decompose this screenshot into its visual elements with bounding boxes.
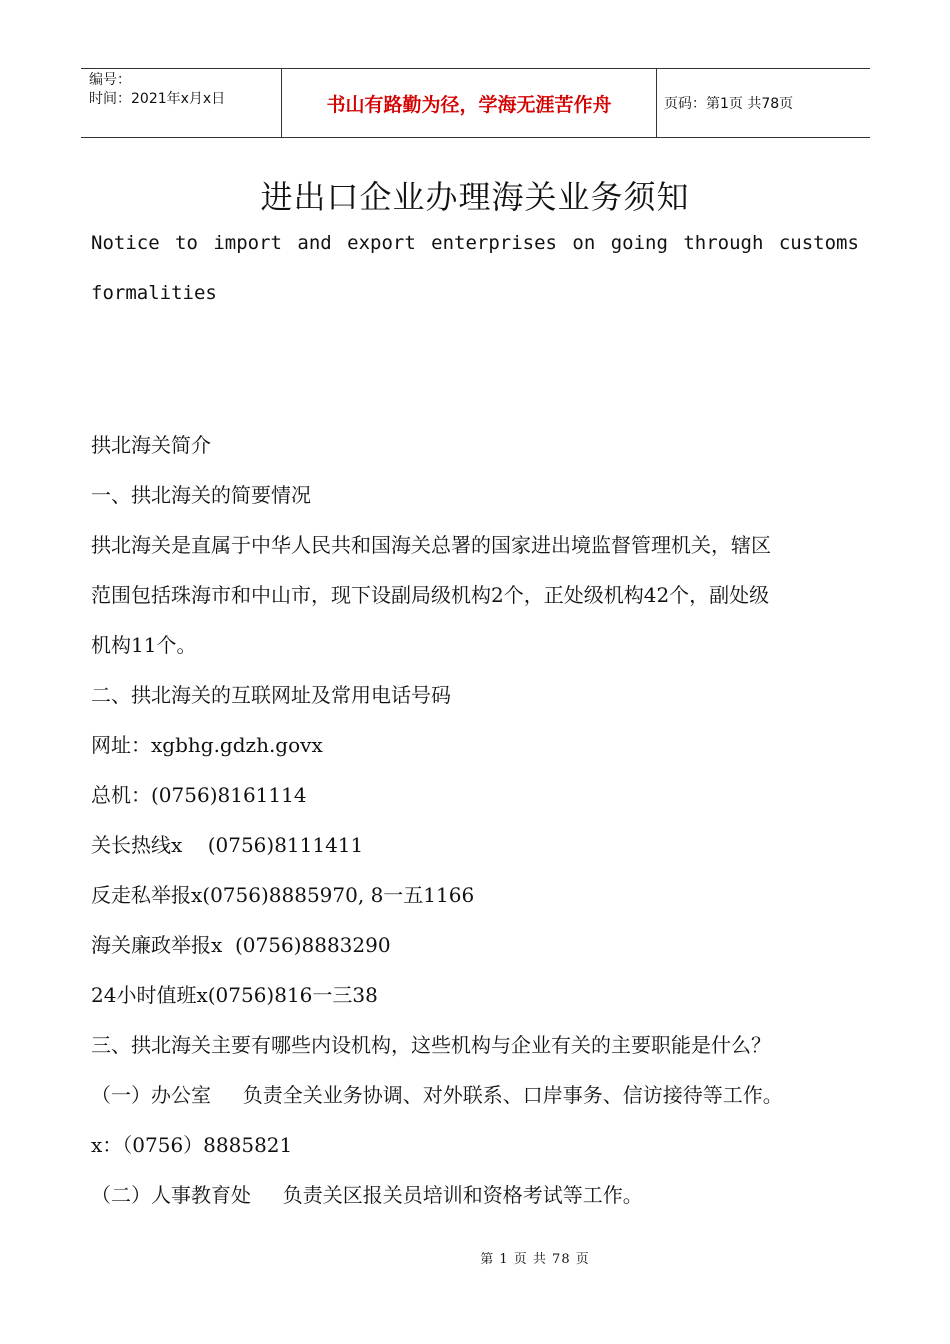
header-meta [81,69,289,139]
office-phone-line: x：（0756）8885821 [91,1133,293,1157]
english-word: on [572,232,596,254]
integrity-line: 海关廉政举报x (0756)8883290 [91,933,391,957]
hr-line: （二）人事教育处 负责关区报关员培训和资格考试等工作。 [91,1183,643,1207]
english-word: to [175,232,198,254]
doc-number-label: 编号： [89,72,131,88]
english-title-line-2: formalities [91,282,217,304]
section-1-heading: 一、拱北海关的简要情况 [91,483,311,507]
doc-time-label: 时间：2021年x月x日 [89,91,226,107]
page-footer: 第 1 页 共 78 页 [480,1252,590,1267]
motto-text: 书山有路勤为径，学海无涯苦作舟 [326,93,612,116]
english-word: through [683,232,764,254]
anti-smuggling-line: 反走私举报x(0756)8885970, 8一五1166 [91,883,475,907]
switchboard-line: 总机：(0756)8161114 [91,783,307,807]
header-motto-cell [281,69,657,137]
page-header [81,68,870,138]
hotline-line: 关长热线x (0756)8111411 [91,833,364,857]
website-line: 网址：xgbhg.gdzh.govx [91,733,323,757]
english-word: enterprises [431,232,558,254]
header-page-cell [656,69,878,137]
paragraph-line: 拱北海关是直属于中华人民共和国海关总署的国家进出境监督管理机关，辖区 [91,533,771,557]
paragraph-line: 范围包括珠海市和中山市，现下设副局级机构2个，正处级机构42个，副处级 [91,583,770,607]
document-title: 进出口企业办理海关业务须知 [260,178,690,216]
paragraph-line: 机构11个。 [91,633,197,657]
english-word: going [610,232,668,254]
english-title-line-1 [91,232,859,254]
english-word: import [213,232,282,254]
duty-line: 24小时值班x(0756)816一三38 [91,983,378,1007]
english-word: and [297,232,332,254]
office-line: （一）办公室 负责全关业务协调、对外联系、口岸事务、信访接待等工作。 [91,1083,783,1107]
section-heading: 拱北海关简介 [91,433,211,457]
page-label: 页码：第1页 共78页 [664,96,794,112]
english-word: customs [778,232,859,254]
english-word: Notice [91,232,160,254]
section-2-heading: 二、拱北海关的互联网址及常用电话号码 [91,683,451,707]
english-word: export [347,232,416,254]
section-3-heading: 三、拱北海关主要有哪些内设机构，这些机构与企业有关的主要职能是什么？ [91,1033,771,1057]
